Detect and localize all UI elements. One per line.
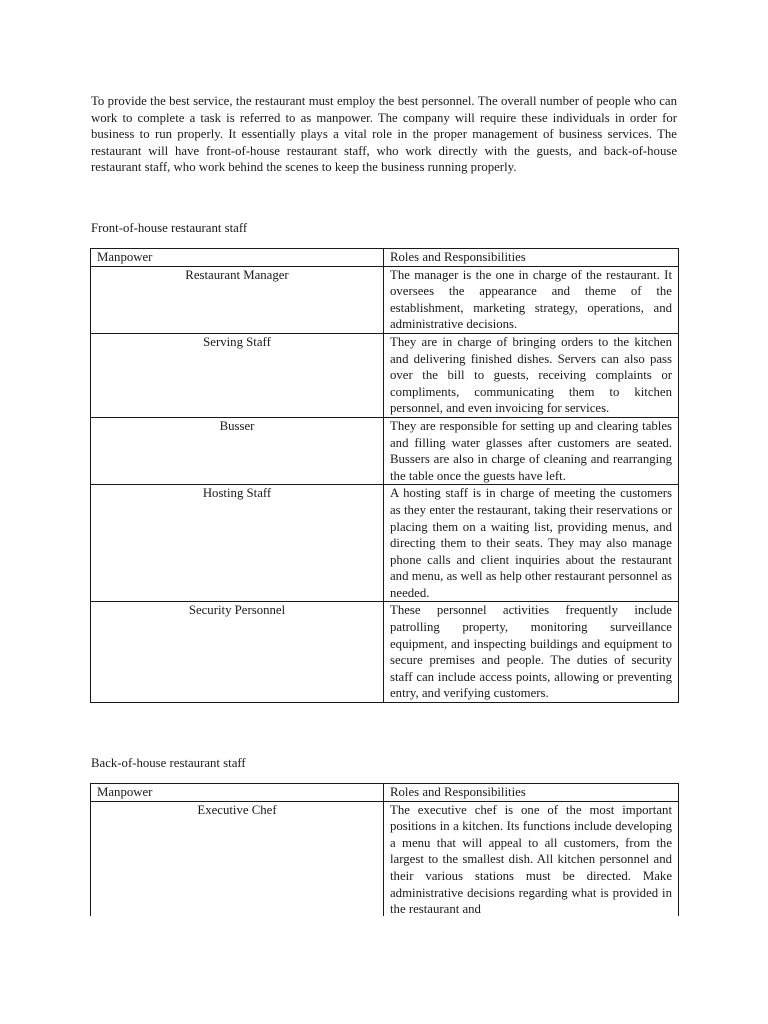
role-cell: Executive Chef	[91, 801, 384, 916]
description-cell: They are responsible for setting up and clearing tables and filling water glasses after customers are seated. Bussers are also in charge of cleaning and rearranging the table once the guests have left.	[384, 417, 679, 484]
table-header-row	[91, 249, 679, 267]
table-row	[91, 333, 679, 417]
role-cell: Security Personnel	[91, 602, 384, 703]
table-row	[91, 266, 679, 333]
foh-heading: Front-of-house restaurant staff	[91, 221, 248, 235]
table-row	[91, 417, 679, 484]
foh-table	[90, 248, 679, 703]
manpower-header: Manpower	[91, 249, 384, 267]
role-cell: Restaurant Manager	[91, 266, 384, 333]
table-row	[91, 485, 679, 602]
table-header-row	[91, 784, 679, 802]
responsibilities-header: Roles and Responsibilities	[384, 249, 679, 267]
boh-table	[90, 783, 679, 916]
role-cell: Hosting Staff	[91, 485, 384, 602]
description-cell: A hosting staff is in charge of meeting the customers as they enter the restaurant, taking their reservations or placing them on a waiting list, providing menus, and directing them to their seats. They may also manage phone calls and client inquiries about the restaurant and menu, as well as help other restaurant personnel as needed.	[384, 485, 679, 602]
role-cell: Busser	[91, 417, 384, 484]
description-cell: These personnel activities frequently include patrolling property, monitoring surveillance equipment, and inspecting buildings and equipment to secure premises and people. The duties of security staff can include access points, allowing or preventing entry, and verifying customers.	[384, 602, 679, 703]
table-row	[91, 801, 679, 916]
role-cell: Serving Staff	[91, 333, 384, 417]
manpower-header: Manpower	[91, 784, 384, 802]
description-cell: They are in charge of bringing orders to the kitchen and delivering finished dishes. Servers can also pass over the bill to guests, receiving complaints or compliments, communicating them to kitchen personnel, and even invoicing for services.	[384, 333, 679, 417]
intro-paragraph: To provide the best service, the restaurant must employ the best personnel. The overall number of people who can work to complete a task is referred to as manpower. The company will require these individuals in order for business to run properly. It essentially plays a vital role in the proper management of business services. The restaurant will have front-of-house restaurant staff, who work directly with the guests, and back-of-house restaurant staff, who work behind the scenes to keep the business running properly.	[91, 94, 677, 175]
responsibilities-header: Roles and Responsibilities	[384, 784, 679, 802]
description-cell: The manager is the one in charge of the restaurant. It oversees the appearance and theme of the establishment, marketing strategy, operations, and administrative decisions.	[384, 266, 679, 333]
boh-heading: Back-of-house restaurant staff	[91, 756, 246, 770]
description-cell: The executive chef is one of the most important positions in a kitchen. Its functions include developing a menu that will appeal to all customers, from the largest to the smallest dish. All kitchen personnel and their various stations must be directed. Make administrative decisions regarding what is provided in the restaurant and	[384, 801, 679, 916]
table-row	[91, 602, 679, 703]
